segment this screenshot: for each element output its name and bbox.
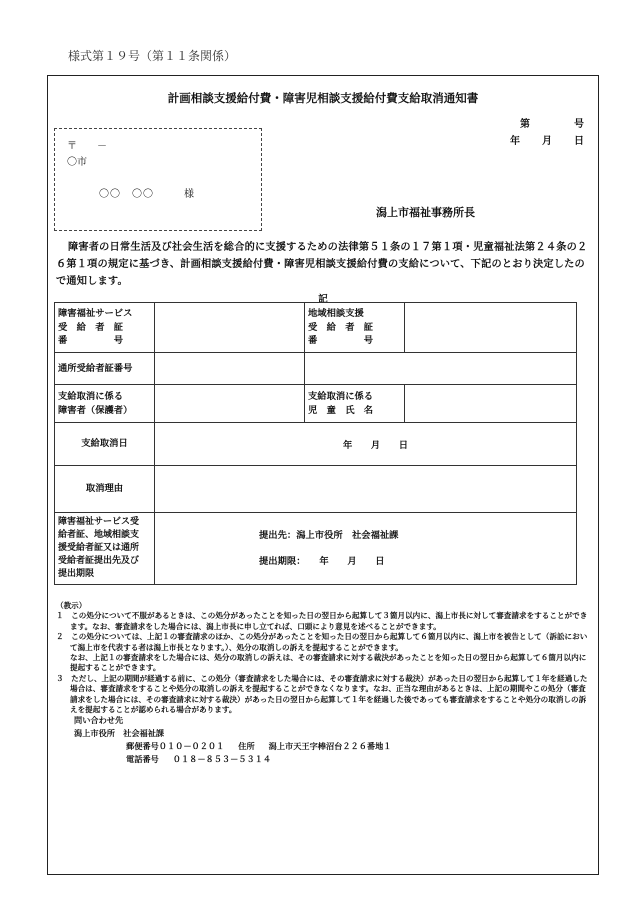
doc-tsuki: 月 bbox=[542, 136, 552, 147]
deadline-value[interactable] bbox=[155, 513, 577, 585]
notes-heading: （教示） bbox=[56, 601, 87, 610]
postal-line: 〒 － bbox=[67, 141, 107, 152]
contact-office: 潟上市役所 社会福祉課 bbox=[74, 728, 165, 738]
chiiki-cert-line1: 地域相談支援 bbox=[308, 308, 364, 320]
deadline-line2: 給者証、地域相談支 bbox=[58, 530, 140, 540]
document-number bbox=[510, 116, 584, 150]
child-value[interactable] bbox=[405, 385, 577, 423]
chiiki-cert-line3: 番 号 bbox=[308, 335, 374, 347]
contact-address-line bbox=[74, 740, 392, 753]
note-1: １ この処分について不服があるときは、この処分があったことを知った日の翌日から起算して３箇月以内に、潟上市長に対して審査請求をすることができます。なお、審査請求をした場合には、潟上市長に申し立てれば、口頭により意見を述べることができます。 bbox=[56, 611, 588, 631]
recipient-name: 〇〇 〇〇 bbox=[99, 189, 154, 200]
postal-value: ０１０－０２０１ bbox=[158, 741, 225, 751]
contact-heading: 問い合わせ先 bbox=[74, 715, 124, 725]
note-2-cont: なお、上記１の審査請求をした場合には、処分の取消しの訴えは、その審査請求に対する裁決があったことを知った日の翌日から起算して６箇月以内に提起することができます。 bbox=[70, 653, 587, 673]
child-line1: 支給取消に係る bbox=[308, 391, 374, 402]
postal-label: 郵便番号 bbox=[126, 741, 159, 751]
child-line2: 児 童 氏 名 bbox=[308, 404, 374, 416]
issuer: 潟上市福祉事務所長 bbox=[376, 206, 475, 219]
phone-label: 電話番号 bbox=[126, 754, 159, 764]
cancel-date-label: 支給取消日 bbox=[55, 423, 155, 466]
chiiki-cert-line2: 受 給 者 証 bbox=[308, 321, 374, 333]
document-title: 計画相談支援給付費・障害児相談支援給付費支給取消通知書 bbox=[167, 91, 479, 105]
form-number: 様式第１９号（第１１条関係） bbox=[68, 49, 237, 63]
contact bbox=[74, 714, 392, 766]
chiiki-cert-label bbox=[305, 303, 405, 353]
deadline-line4: 受給者証提出先及び bbox=[58, 556, 140, 566]
recipient-line bbox=[99, 185, 195, 200]
address-box bbox=[54, 128, 262, 231]
chiiki-cert-number-cells[interactable] bbox=[405, 303, 577, 353]
child-label bbox=[305, 385, 405, 423]
reason-label: 取消理由 bbox=[55, 466, 155, 513]
service-cert-line3: 番 号 bbox=[58, 335, 124, 347]
deadline-line5: 提出期限 bbox=[58, 569, 95, 579]
tsusho-cert-label: 通所受給者証番号 bbox=[55, 353, 155, 385]
tsusho-cert-number-cells[interactable] bbox=[155, 353, 305, 385]
service-cert-line1: 障害福祉サービス bbox=[58, 308, 133, 320]
reason-value[interactable] bbox=[155, 466, 577, 513]
note-3: ３ ただし、上記の期間が経過する前に、この処分（審査請求をした場合には、その審査請求に対する裁決）があった日の翌日から起算して１年を経過した場合は、審査請求をすることや処分の取消しの訴えを提起することができなくなります。なお、正当な理由があるときは、上記の期間やこの処分（審査請求をした場合には、その審査請求に対する裁決）があった日の翌日から起算して１年を経過した後であっても審査請求をすることや処分の取消しの訴えを提起することが認められる場合があります。 bbox=[56, 673, 588, 715]
service-cert-number-cells[interactable] bbox=[155, 303, 305, 353]
note-2: ２ この処分については、上記１の審査請求のほか、この処分があったことを知った日の翌日から起算して６箇月以内に、潟上市を被告として（訴訟において潟上市を代表する者は潟上市長となります。）、処分の取消しの訴えを提起することができます。 bbox=[56, 632, 588, 652]
service-cert-label bbox=[55, 303, 155, 353]
phone-value: ０１８－８５３－５３１４ bbox=[172, 754, 272, 764]
ki-heading: 記 bbox=[318, 294, 328, 305]
details-table bbox=[54, 302, 577, 585]
body-text: 障害者の日常生活及び社会生活を総合的に支援するための法律第５１条の１７第１項・児童福祉法第２４条の２６第１項の規定に基づき、計画相談支援給付費・障害児相談支援給付費の支給について、下記のとおり決定したので通知します。 bbox=[56, 242, 588, 287]
doc-nen: 年 bbox=[510, 136, 520, 147]
address-value: 潟上市天王字棒沼台２２６番地１ bbox=[268, 741, 392, 751]
honorific: 様 bbox=[184, 189, 195, 200]
city-line: 〇市 bbox=[67, 157, 87, 168]
person-line2: 障害者（保護者） bbox=[58, 404, 133, 416]
cancel-date-value[interactable] bbox=[155, 423, 577, 466]
doc-go: 号 bbox=[574, 119, 584, 130]
submit-deadline: 提出期限： 年 月 日 bbox=[259, 555, 385, 567]
doc-dai: 第 bbox=[520, 119, 530, 130]
service-cert-line2: 受 給 者 証 bbox=[58, 321, 124, 333]
deadline-line1: 障害福祉サービス受 bbox=[58, 517, 140, 527]
deadline-line3: 援受給者証又は通所 bbox=[58, 543, 140, 553]
tsusho-blank bbox=[305, 353, 577, 385]
person-line1: 支給取消に係る bbox=[58, 391, 124, 402]
person-value[interactable] bbox=[155, 385, 305, 423]
submit-to: 提出先：潟上市役所 社会福祉課 bbox=[259, 529, 399, 541]
document-frame bbox=[47, 75, 599, 875]
cancel-date-text: 年 月 日 bbox=[343, 440, 409, 451]
notes bbox=[56, 601, 592, 715]
doc-hi: 日 bbox=[574, 136, 584, 147]
address-label: 住所 bbox=[238, 741, 255, 751]
contact-phone-line bbox=[74, 753, 392, 766]
deadline-label bbox=[55, 513, 155, 585]
person-label bbox=[55, 385, 155, 423]
